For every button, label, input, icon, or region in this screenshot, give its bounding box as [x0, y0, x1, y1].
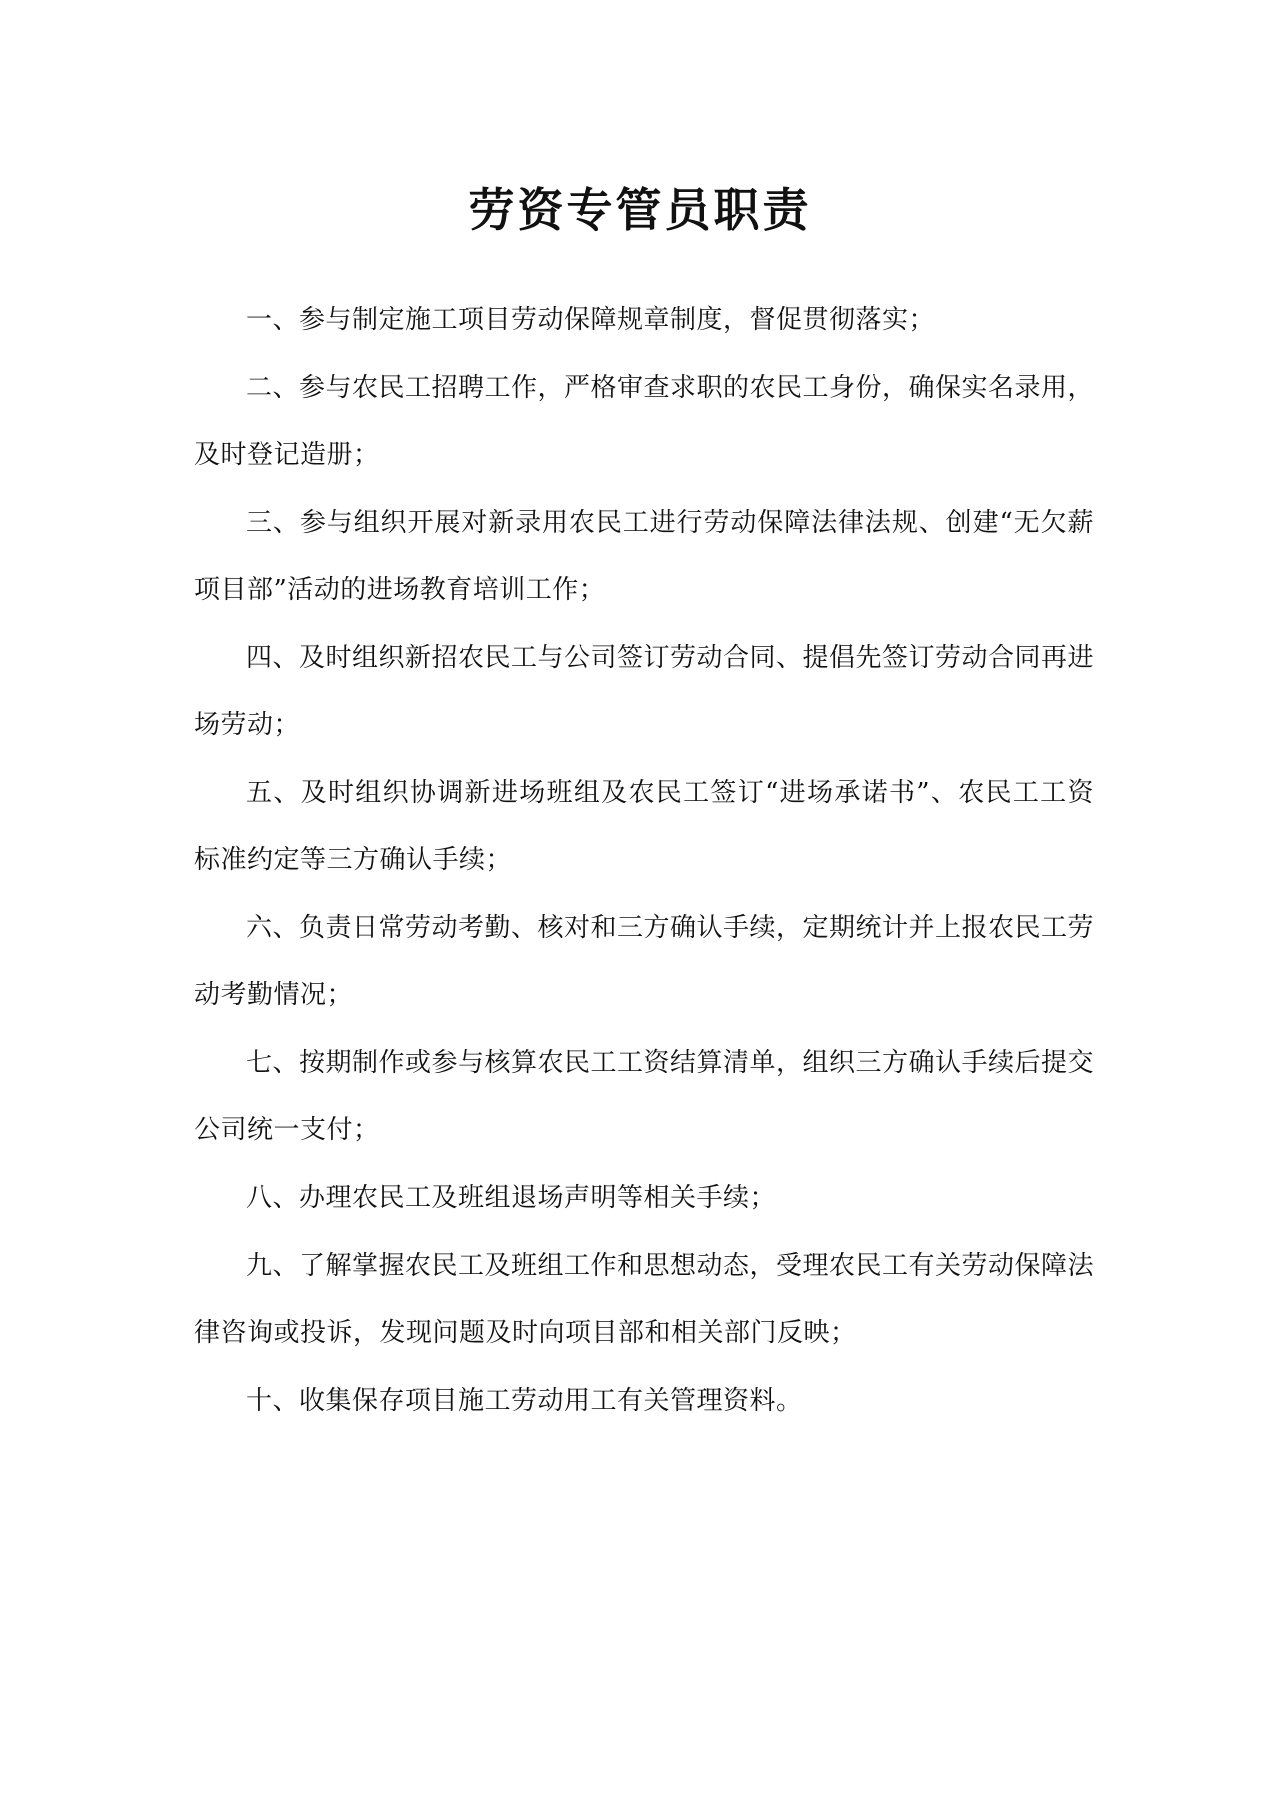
duty-item-8: 八、办理农民工及班组退场声明等相关手续；	[246, 1183, 777, 1213]
duty-item-2: 二、参与农民工招聘工作，严格审查求职的农民工身份，确保实名录用，及时登记造册；	[194, 373, 1095, 470]
duty-item-5: 五、及时组织协调新进场班组及农民工签订“进场承诺书”、农民工工资标准约定等三方确认手续；	[194, 778, 1094, 875]
duty-item-10: 十、收集保存项目施工劳动用工有关管理资料。	[246, 1386, 803, 1416]
duty-item-6: 六、负责日常劳动考勤、核对和三方确认手续，定期统计并上报农民工劳动考勤情况；	[194, 913, 1095, 1010]
duty-list	[194, 287, 1094, 1436]
duty-item-3: 三、参与组织开展对新录用农民工进行劳动保障法律法规、创建“无欠薪项目部”活动的进场教育培训工作；	[194, 508, 1094, 605]
duty-item-1: 一、参与制定施工项目劳动保障规章制度，督促贯彻落实；	[246, 305, 936, 335]
duty-item-9: 九、了解掌握农民工及班组工作和思想动态，受理农民工有关劳动保障法律咨询或投诉，发现问题及时向项目部和相关部门反映；	[194, 1251, 1095, 1348]
page-title: 劳资专管员职责	[468, 183, 812, 237]
duty-item-7: 七、按期制作或参与核算农民工工资结算清单，组织三方确认手续后提交公司统一支付；	[194, 1048, 1095, 1145]
duty-item-4: 四、及时组织新招农民工与公司签订劳动合同、提倡先签订劳动合同再进场劳动；	[194, 643, 1095, 740]
